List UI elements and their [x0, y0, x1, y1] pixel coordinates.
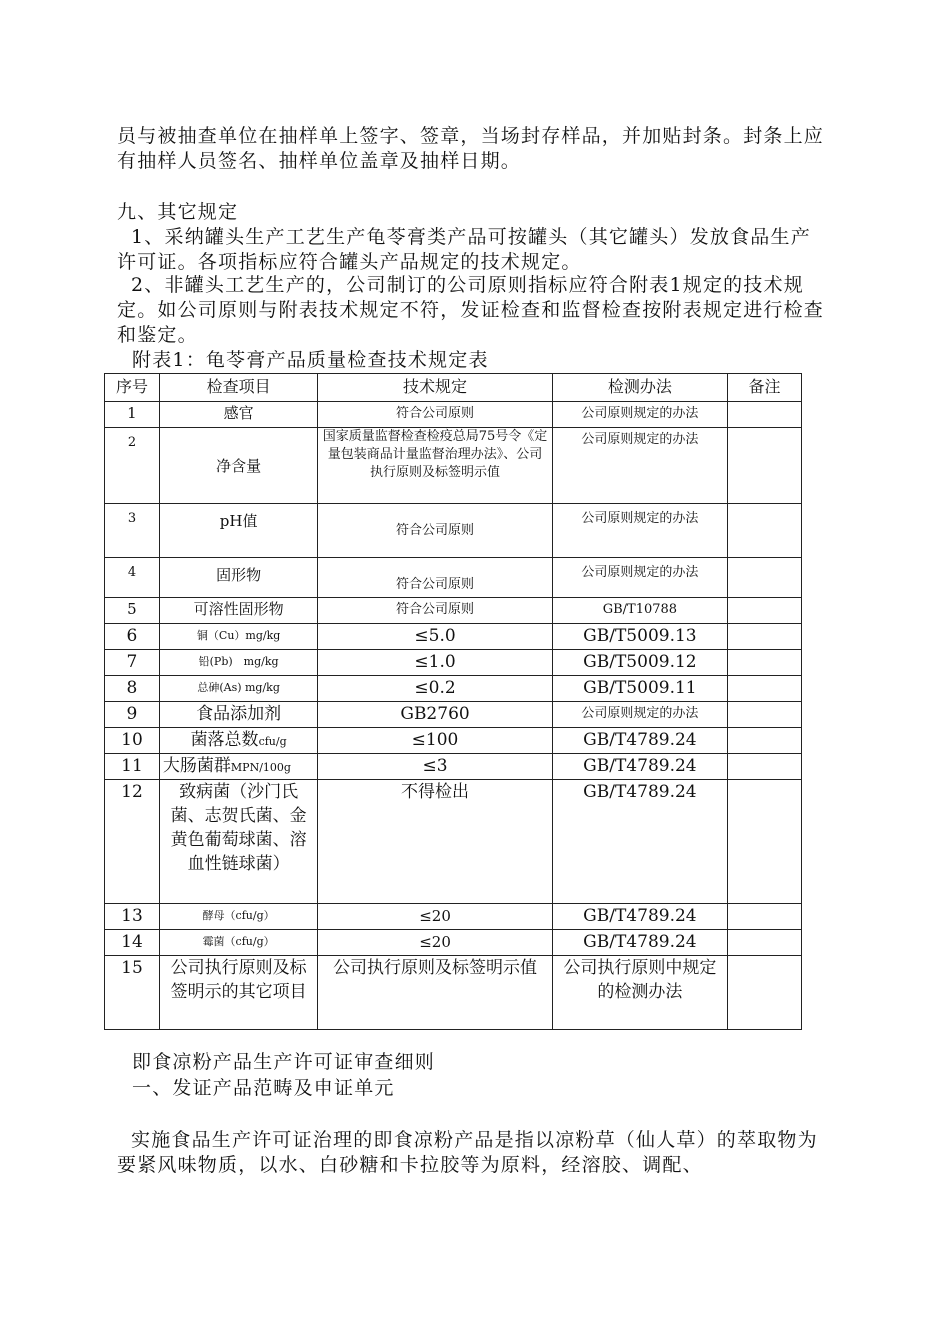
row-item: 铜（Cu）mg/kg	[159, 624, 317, 650]
row-note	[728, 728, 802, 754]
table-header-row	[105, 374, 802, 402]
row-requirement: 不得检出	[318, 780, 552, 904]
row-no: 4	[105, 558, 160, 598]
row-item-unit: cfu/g	[258, 735, 287, 748]
row-requirement: ≤100	[318, 728, 552, 754]
table-row	[105, 558, 802, 598]
row-no: 11	[105, 754, 160, 780]
row-requirement: ≤5.0	[318, 624, 552, 650]
row-item: 霉菌（cfu/g）	[159, 930, 317, 956]
row-requirement: ≤1.0	[318, 650, 552, 676]
row-note	[728, 402, 802, 428]
row-no: 12	[105, 780, 160, 904]
row-method: GB/T4789.24	[552, 930, 727, 956]
row-requirement: ≤20	[318, 930, 552, 956]
row-note	[728, 904, 802, 930]
row-method: 公司原则规定的办法	[552, 402, 727, 428]
row-item: 净含量	[159, 428, 317, 504]
row-method: GB/T4789.24	[552, 904, 727, 930]
row-method: 公司执行原则中规定的检测办法	[552, 956, 727, 1030]
row-item: 食品添加剂	[159, 702, 317, 728]
table-caption: 附表1：龟苓膏产品质量检查技术规定表	[132, 349, 489, 371]
row-method: 公司原则规定的办法	[552, 428, 727, 504]
row-item-name: 菌落总数	[190, 730, 259, 750]
row-note	[728, 624, 802, 650]
row-method: 公司原则规定的办法	[552, 702, 727, 728]
row-method: GB/T4789.24	[552, 728, 727, 754]
intro-paragraph: 员与被抽查单位在抽样单上签字、签章，当场封存样品，并加贴封条。封条上应有抽样人员签名、抽样单位盖章及抽样日期。	[117, 125, 825, 172]
row-method: GB/T5009.12	[552, 650, 727, 676]
row-method: GB/T4789.24	[552, 754, 727, 780]
row-requirement: ≤0.2	[318, 676, 552, 702]
table-row	[105, 702, 802, 728]
row-no: 10	[105, 728, 160, 754]
header-requirement: 技术规定	[318, 374, 552, 402]
row-no: 15	[105, 956, 160, 1030]
table-row	[105, 728, 802, 754]
next-section-paragraph: 实施食品生产许可证治理的即食凉粉产品是指以凉粉草（仙人草）的萃取物为要紧风味物质，以水、白砂糖和卡拉胶等为原料，经溶胶、调配、	[117, 1129, 818, 1176]
row-item-name: 大肠菌群	[162, 756, 231, 776]
row-note	[728, 428, 802, 504]
row-no: 1	[105, 402, 160, 428]
row-item-unit: MPN/100g	[230, 761, 291, 774]
table-row	[105, 504, 802, 558]
row-no: 13	[105, 904, 160, 930]
row-note	[728, 558, 802, 598]
row-requirement: 符合公司原则	[318, 504, 552, 558]
next-section-heading: 一、发证产品范畴及申证单元	[132, 1077, 395, 1099]
row-item: 固形物	[159, 558, 317, 598]
row-method: GB/T10788	[552, 598, 727, 624]
next-section-title: 即食凉粉产品生产许可证审查细则	[132, 1051, 436, 1073]
section-heading: 九、其它规定	[117, 201, 239, 223]
table-row	[105, 930, 802, 956]
row-requirement: 符合公司原则	[318, 598, 552, 624]
row-item: 致病菌（沙门氏菌、志贺氏菌、金黄色葡萄球菌、溶血性链球菌）	[159, 780, 317, 904]
row-no: 3	[105, 504, 160, 558]
table-row	[105, 428, 802, 504]
row-requirement: GB2760	[318, 702, 552, 728]
row-method: GB/T5009.13	[552, 624, 727, 650]
row-method: 公司原则规定的办法	[552, 558, 727, 598]
row-no: 14	[105, 930, 160, 956]
row-item: 酵母（cfu/g）	[159, 904, 317, 930]
row-no: 5	[105, 598, 160, 624]
row-note	[728, 702, 802, 728]
row-note	[728, 676, 802, 702]
table-row	[105, 780, 802, 904]
table-row	[105, 598, 802, 624]
table-row	[105, 402, 802, 428]
table-row	[105, 650, 802, 676]
rule-item-2: 2、非罐头工艺生产的，公司制订的公司原则指标应符合附表1规定的技术规定。如公司原则与附表技术规定不符，发证检查和监督检查按附表规定进行检查和鉴定。	[117, 274, 825, 346]
row-method: GB/T4789.24	[552, 780, 727, 904]
row-requirement: 公司执行原则及标签明示值	[318, 956, 552, 1030]
table-row	[105, 754, 802, 780]
row-no: 6	[105, 624, 160, 650]
row-requirement: 国家质量监督检查检疫总局75号令《定量包装商品计量监督治理办法》、公司执行原则及标签明示值	[318, 428, 552, 504]
row-note	[728, 598, 802, 624]
table-row	[105, 624, 802, 650]
row-requirement: ≤20	[318, 904, 552, 930]
row-note	[728, 780, 802, 904]
row-item: 铅(Pb) mg/kg	[159, 650, 317, 676]
row-item	[159, 754, 317, 780]
row-item: pH值	[159, 504, 317, 558]
row-note	[728, 930, 802, 956]
header-note: 备注	[728, 374, 802, 402]
row-item: 可溶性固形物	[159, 598, 317, 624]
row-method: 公司原则规定的办法	[552, 504, 727, 558]
header-method: 检测办法	[552, 374, 727, 402]
row-note	[728, 754, 802, 780]
row-note	[728, 650, 802, 676]
row-requirement: 符合公司原则	[318, 402, 552, 428]
row-requirement: ≤3	[318, 754, 552, 780]
table-row	[105, 956, 802, 1030]
table-row	[105, 904, 802, 930]
header-item: 检查项目	[159, 374, 317, 402]
row-no: 9	[105, 702, 160, 728]
row-item	[159, 728, 317, 754]
row-item: 公司执行原则及标签明示的其它项目	[159, 956, 317, 1030]
row-no: 8	[105, 676, 160, 702]
row-item: 感官	[159, 402, 317, 428]
row-item: 总砷(As) mg/kg	[159, 676, 317, 702]
row-no: 2	[105, 428, 160, 504]
table-row	[105, 676, 802, 702]
row-note	[728, 956, 802, 1030]
rule-item-1: 1、采纳罐头生产工艺生产龟苓膏类产品可按罐头（其它罐头）发放食品生产许可证。各项指标应符合罐头产品规定的技术规定。	[117, 226, 811, 273]
row-requirement: 符合公司原则	[318, 558, 552, 598]
row-no: 7	[105, 650, 160, 676]
row-note	[728, 504, 802, 558]
quality-spec-table	[104, 373, 802, 1030]
header-no: 序号	[105, 374, 160, 402]
row-method: GB/T5009.11	[552, 676, 727, 702]
